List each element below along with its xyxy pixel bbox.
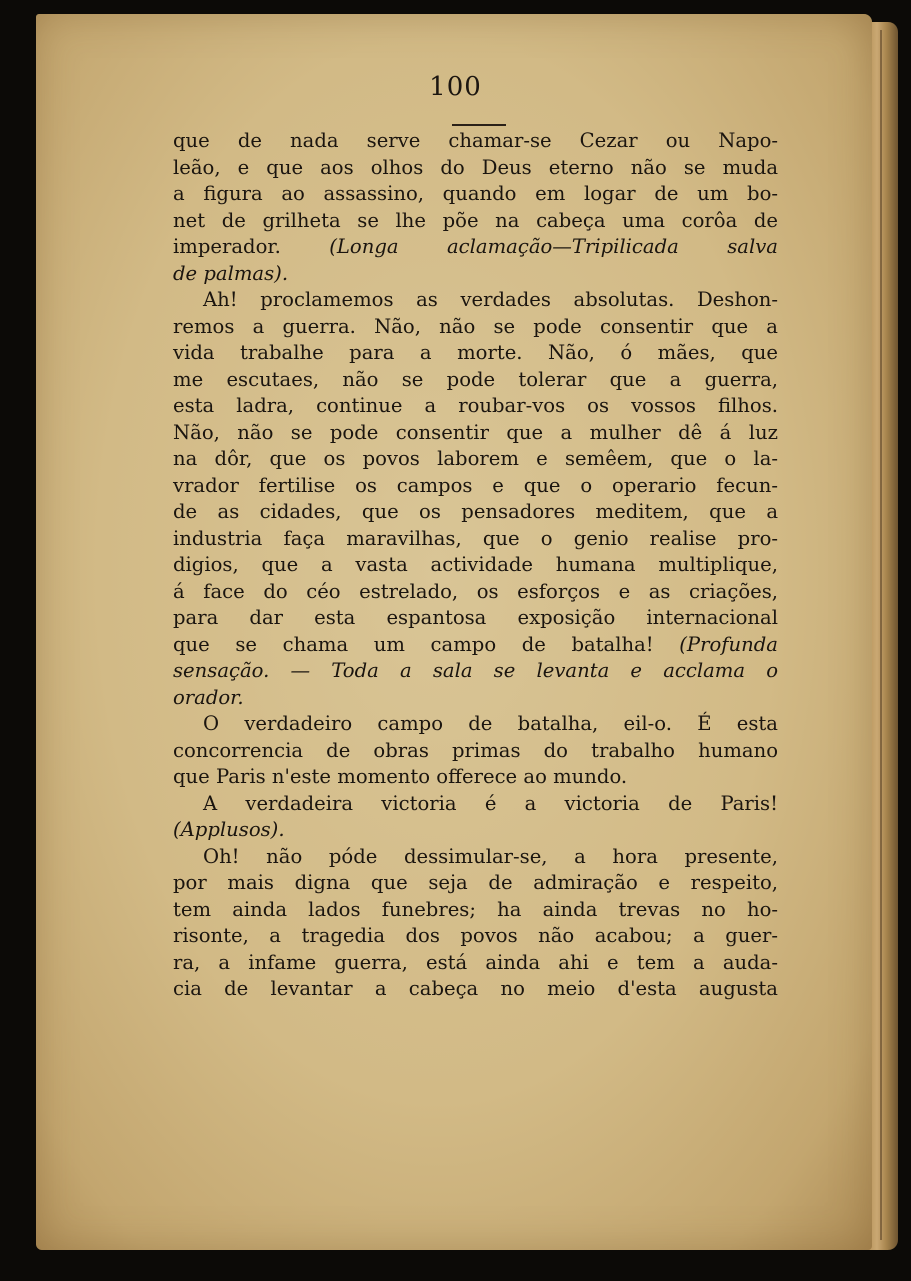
text-line-main: de as cidades, que os pensadores meditem, que a bbox=[173, 500, 778, 523]
text-line-main: tem ainda lados funebres; ha ainda trevas no ho- bbox=[173, 897, 778, 921]
page-edge bbox=[868, 22, 898, 1250]
text-line-main: a figura ao assassino, quando em logar de um bo- bbox=[173, 182, 778, 205]
text-line-main: concorrencia de obras primas do trabalho humano bbox=[173, 738, 778, 762]
header-rule bbox=[452, 124, 506, 126]
text-line bbox=[173, 658, 778, 685]
text-line-main: leão, e que aos olhos do Deus eterno não se muda bbox=[173, 155, 778, 179]
text-line-main: que de nada serve chamar-se Cezar ou Napo- bbox=[173, 129, 778, 152]
text-line-main: á face do céo estrelado, os esforços e as criações, bbox=[173, 579, 778, 603]
text-line bbox=[173, 923, 778, 950]
text-line bbox=[173, 261, 778, 288]
body-text bbox=[173, 128, 778, 1003]
text-line bbox=[173, 844, 778, 871]
text-line bbox=[173, 632, 778, 659]
text-line-main: ra, a infame guerra, está ainda ahi e tem a auda- bbox=[173, 950, 778, 974]
text-line-main: Oh! não póde dessimular-se, a hora presente, bbox=[203, 844, 778, 868]
text-line bbox=[173, 181, 778, 208]
text-line bbox=[173, 817, 778, 844]
text-line-main: Não, não se pode consentir que a mulher dê á luz bbox=[173, 420, 778, 444]
text-line-italic: (Profunda bbox=[653, 632, 778, 656]
text-line bbox=[173, 473, 778, 500]
text-line bbox=[173, 579, 778, 606]
text-line bbox=[173, 287, 778, 314]
text-line-main: orador. bbox=[173, 685, 244, 709]
text-line bbox=[173, 234, 778, 261]
text-line bbox=[173, 764, 778, 791]
text-line bbox=[173, 950, 778, 977]
text-line bbox=[173, 340, 778, 367]
text-line-main: risonte, a tragedia dos povos não acabou; a guer- bbox=[173, 924, 778, 947]
text-line-main: sensação. — Toda a sala se levanta e acclama o bbox=[173, 659, 778, 682]
text-line bbox=[173, 605, 778, 632]
text-line bbox=[173, 526, 778, 553]
text-line bbox=[173, 128, 778, 155]
text-line-main: digios, que a vasta actividade humana multiplique, bbox=[173, 553, 778, 576]
text-line-main: me escutaes, não se pode tolerar que a guerra, bbox=[173, 367, 778, 391]
text-line bbox=[173, 976, 778, 1003]
text-line bbox=[173, 711, 778, 738]
text-line bbox=[173, 870, 778, 897]
text-line bbox=[173, 499, 778, 526]
text-line-main: vida trabalhe para a morte. Não, ó mães, que bbox=[173, 341, 778, 364]
text-line bbox=[173, 738, 778, 765]
text-line bbox=[173, 552, 778, 579]
text-line-main: que Paris n'este momento offerece ao mundo. bbox=[173, 765, 628, 788]
text-line bbox=[173, 314, 778, 341]
text-line-main: para dar esta espantosa exposição internacional bbox=[173, 606, 778, 629]
text-line bbox=[173, 446, 778, 473]
page-edge-line bbox=[880, 30, 882, 1240]
text-line-main: que se chama um campo de batalha! bbox=[173, 632, 654, 656]
text-line-main: O verdadeiro campo de batalha, eil-o. É esta bbox=[203, 712, 778, 735]
text-line bbox=[173, 420, 778, 447]
text-line-italic: (Longa aclamação—Tripilicada salva bbox=[280, 235, 778, 258]
text-line bbox=[173, 791, 778, 818]
text-line-main: imperador. bbox=[173, 235, 281, 258]
text-line-main: cia de levantar a cabeça no meio d'esta augusta bbox=[173, 977, 778, 1000]
text-line-main: por mais digna que seja de admiração e respeito, bbox=[173, 871, 778, 894]
text-line bbox=[173, 393, 778, 420]
text-line-main: Ah! proclamemos as verdades absolutas. Deshon- bbox=[203, 288, 778, 311]
text-line-main: esta ladra, continue a roubar-vos os vossos filhos. bbox=[173, 394, 778, 417]
text-line bbox=[173, 367, 778, 394]
text-line-main: remos a guerra. Não, não se pode consentir que a bbox=[173, 314, 778, 338]
text-line-main: A verdadeira victoria é a victoria de Paris! bbox=[203, 791, 778, 815]
text-line-main: (Applusos). bbox=[173, 818, 285, 841]
page-number: 100 bbox=[429, 72, 482, 102]
text-line-main: industria faça maravilhas, que o genio realise pro- bbox=[173, 526, 778, 550]
text-line bbox=[173, 685, 778, 712]
text-line-main: net de grilheta se lhe põe na cabeça uma corôa de bbox=[173, 208, 778, 232]
text-line-main: vrador fertilise os campos e que o operario fecun- bbox=[173, 473, 778, 497]
text-line-main: na dôr, que os povos laborem e semêem, que o la- bbox=[173, 447, 778, 470]
text-line bbox=[173, 208, 778, 235]
text-line bbox=[173, 155, 778, 182]
text-line-main: de palmas). bbox=[173, 261, 289, 285]
text-line bbox=[173, 897, 778, 924]
